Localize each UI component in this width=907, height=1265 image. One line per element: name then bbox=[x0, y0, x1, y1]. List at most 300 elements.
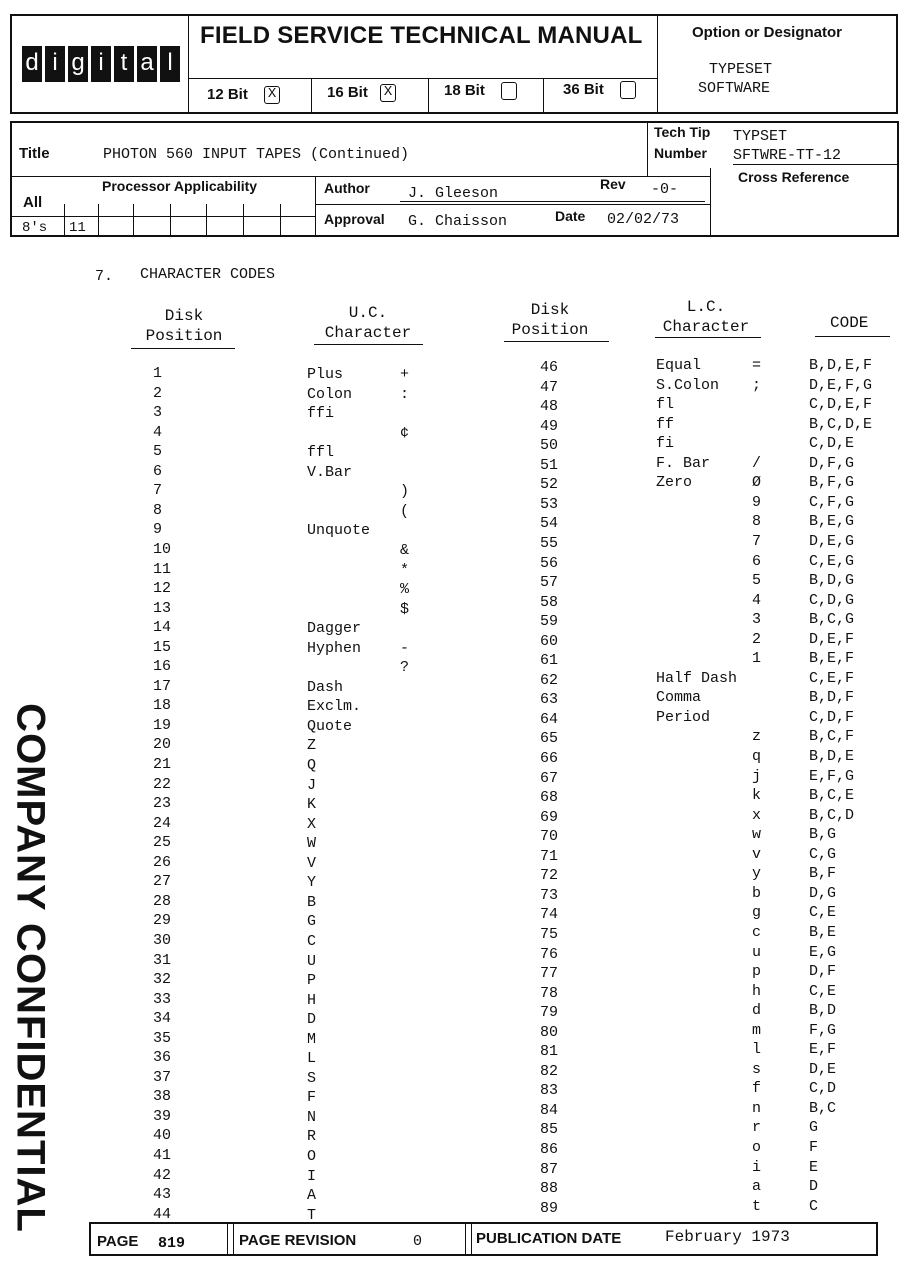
disk-position-cell: 7 bbox=[153, 482, 163, 500]
disk-position-cell: 13 bbox=[153, 599, 172, 617]
uc-character-name-cell: O bbox=[307, 1148, 317, 1165]
uc-character-symbol-cell: ¢ bbox=[400, 424, 410, 442]
col-code: CODE bbox=[830, 314, 869, 332]
lc-character-name-cell: Zero bbox=[656, 474, 693, 492]
uc-character-name-cell: Q bbox=[307, 757, 317, 774]
lc-character-name-cell: Period bbox=[656, 708, 711, 726]
uc-character-name-cell: T bbox=[307, 1206, 317, 1224]
disk-position-cell: 46 bbox=[540, 359, 559, 376]
uc-character-symbol-cell: ) bbox=[400, 483, 410, 501]
disk-position-cell: 68 bbox=[540, 789, 559, 807]
code-cell: B,F,G bbox=[809, 474, 855, 492]
disk-position-cell: 6 bbox=[153, 462, 163, 480]
code-cell: C,E,G bbox=[809, 552, 855, 570]
lc-character-symbol-cell: c bbox=[752, 923, 762, 941]
divider bbox=[98, 204, 99, 237]
disk-position-cell: 35 bbox=[153, 1029, 172, 1047]
disk-position-cell: 50 bbox=[540, 437, 559, 455]
uc-character-name-cell: ffi bbox=[307, 405, 335, 423]
code-cell: E,F,G bbox=[809, 767, 855, 785]
code-cell: C,F,G bbox=[809, 493, 855, 511]
disk-position-cell: 80 bbox=[540, 1023, 559, 1041]
uc-character-name-cell: C bbox=[307, 932, 317, 950]
code-cell: C,D,G bbox=[809, 591, 855, 609]
disk-position-cell: 20 bbox=[153, 736, 172, 754]
disk-position-cell: 31 bbox=[153, 951, 172, 969]
disk-position-cell: 36 bbox=[153, 1049, 172, 1067]
lc-character-symbol-cell: l bbox=[752, 1041, 762, 1059]
disk-position-cell: 79 bbox=[540, 1004, 559, 1022]
divider bbox=[647, 121, 648, 176]
code-cell: B,D,G bbox=[809, 572, 855, 590]
disk-position-cell: 42 bbox=[153, 1166, 172, 1184]
code-cell: F bbox=[809, 1139, 819, 1156]
divider bbox=[315, 176, 316, 237]
bit-label: 16 Bit bbox=[327, 84, 368, 101]
digital-logo bbox=[22, 46, 180, 82]
disk-position-cell: 66 bbox=[540, 750, 559, 767]
disk-position-cell: 61 bbox=[540, 652, 559, 670]
disk-position-cell: 59 bbox=[540, 613, 559, 631]
col-head-line: U.C. bbox=[348, 304, 388, 322]
disk-position-cell: 70 bbox=[540, 828, 559, 846]
lc-character-symbol-cell: 2 bbox=[752, 630, 762, 648]
divider bbox=[815, 336, 890, 337]
divider bbox=[188, 78, 657, 79]
option-value-1: TYPESET bbox=[709, 61, 773, 78]
lc-character-name-cell: fl bbox=[656, 396, 675, 414]
code-cell: D,E bbox=[809, 1060, 837, 1078]
uc-character-name-cell: A bbox=[307, 1187, 317, 1205]
divider bbox=[10, 216, 315, 217]
lc-character-symbol-cell: v bbox=[752, 845, 762, 863]
disk-position-cell: 30 bbox=[153, 931, 172, 949]
disk-position-cell: 28 bbox=[153, 892, 172, 910]
disk-position-cell: 21 bbox=[153, 756, 172, 773]
tech-tip-label-2: Number bbox=[654, 145, 707, 161]
tech-tip-value-2: SFTWRE-TT-12 bbox=[733, 147, 842, 164]
disk-position-cell: 85 bbox=[540, 1121, 559, 1139]
disk-position-cell: 27 bbox=[153, 873, 172, 891]
logo-letter: g bbox=[68, 46, 88, 82]
uc-character-name-cell: H bbox=[307, 991, 317, 1009]
code-cell: B,C,D,E bbox=[809, 415, 873, 433]
divider bbox=[170, 204, 171, 237]
code-cell: B,E,G bbox=[809, 513, 855, 531]
code-cell: C,D,F bbox=[809, 708, 855, 726]
option-label: Option or Designator bbox=[692, 24, 842, 41]
uc-character-symbol-cell: % bbox=[400, 581, 410, 599]
tech-tip-value-1: TYPSET bbox=[733, 128, 788, 145]
code-cell: B,D,F bbox=[809, 689, 855, 707]
code-cell: C,D bbox=[809, 1080, 837, 1098]
code-cell: C,D,E bbox=[809, 435, 855, 453]
uc-character-symbol-cell: - bbox=[400, 639, 410, 657]
disk-position-cell: 83 bbox=[540, 1082, 559, 1100]
uc-character-name-cell: D bbox=[307, 1011, 317, 1029]
uc-character-name-cell: Colon bbox=[307, 385, 353, 403]
disk-position-cell: 26 bbox=[153, 853, 172, 871]
disk-position-cell: 40 bbox=[153, 1127, 172, 1145]
lc-character-name-cell: F. Bar bbox=[656, 454, 711, 472]
lc-character-symbol-cell: o bbox=[752, 1139, 762, 1156]
col-lc-character bbox=[652, 297, 760, 337]
disk-position-cell: 77 bbox=[540, 965, 559, 983]
disk-position-cell: 12 bbox=[153, 580, 172, 598]
uc-character-symbol-cell: & bbox=[400, 541, 410, 559]
col-head-line: Character bbox=[324, 324, 412, 342]
divider bbox=[504, 341, 609, 342]
uc-character-name-cell: Dash bbox=[307, 678, 344, 696]
lc-character-symbol-cell: h bbox=[752, 982, 762, 1000]
lc-character-symbol-cell: 5 bbox=[752, 572, 762, 590]
disk-position-cell: 58 bbox=[540, 593, 559, 611]
title-label: Title bbox=[19, 145, 50, 162]
disk-position-cell: 88 bbox=[540, 1180, 559, 1198]
divider bbox=[428, 78, 429, 114]
col-disk-position-1 bbox=[132, 306, 236, 346]
disk-position-cell: 33 bbox=[153, 990, 172, 1008]
col-disk-position-2 bbox=[500, 300, 600, 340]
code-cell: C bbox=[809, 1197, 819, 1215]
lc-character-symbol-cell: 4 bbox=[752, 591, 762, 609]
disk-position-cell: 78 bbox=[540, 984, 559, 1002]
lc-character-symbol-cell: r bbox=[752, 1119, 762, 1137]
lc-character-symbol-cell: y bbox=[752, 865, 762, 883]
lc-character-symbol-cell: q bbox=[752, 748, 762, 765]
logo-letter: t bbox=[114, 46, 134, 82]
divider bbox=[710, 168, 711, 237]
code-cell: D,G bbox=[809, 884, 837, 902]
uc-character-symbol-cell: * bbox=[400, 561, 410, 579]
divider bbox=[227, 1222, 228, 1256]
disk-position-cell: 4 bbox=[153, 423, 163, 441]
code-cell: D,F bbox=[809, 963, 837, 981]
code-cell: C,E bbox=[809, 982, 837, 1000]
lc-character-symbol-cell: m bbox=[752, 1021, 762, 1039]
divider bbox=[400, 201, 705, 202]
disk-position-cell: 69 bbox=[540, 808, 559, 826]
bit-option-16 bbox=[327, 84, 396, 102]
uc-character-symbol-cell: ( bbox=[400, 502, 410, 520]
code-cell: D,E,F bbox=[809, 630, 855, 648]
disk-position-cell: 15 bbox=[153, 638, 172, 656]
code-cell: D bbox=[809, 1178, 819, 1196]
all-value: 8's bbox=[22, 220, 48, 236]
disk-position-cell: 43 bbox=[153, 1186, 172, 1204]
uc-character-symbol-cell: : bbox=[400, 385, 410, 403]
lc-character-symbol-cell: k bbox=[752, 787, 762, 805]
disk-position-cell: 71 bbox=[540, 847, 559, 865]
divider bbox=[543, 78, 544, 114]
uc-character-name-cell: V.Bar bbox=[307, 463, 353, 481]
uc-character-name-cell: V bbox=[307, 854, 317, 872]
disk-position-cell: 19 bbox=[153, 716, 172, 734]
code-cell: E,G bbox=[809, 943, 837, 961]
logo-letter: l bbox=[160, 46, 180, 82]
uc-character-name-cell: S bbox=[307, 1069, 317, 1087]
divider bbox=[314, 344, 423, 345]
disk-position-cell: 34 bbox=[153, 1010, 172, 1028]
lc-character-symbol-cell: Ø bbox=[752, 474, 762, 492]
disk-position-cell: 1 bbox=[153, 365, 163, 382]
disk-position-cell: 75 bbox=[540, 925, 559, 943]
lc-character-symbol-cell: g bbox=[752, 904, 762, 922]
bit-label: 36 Bit bbox=[563, 81, 604, 98]
lc-character-name-cell: fi bbox=[656, 435, 675, 453]
disk-position-cell: 56 bbox=[540, 554, 559, 572]
code-cell: B,C,E bbox=[809, 787, 855, 805]
lc-character-symbol-cell: 1 bbox=[752, 650, 762, 668]
confidential-stamp: COMPANY CONFIDENTIAL bbox=[8, 703, 53, 1233]
uc-character-name-cell: L bbox=[307, 1050, 317, 1068]
checkbox-16-bit[interactable]: X bbox=[380, 84, 396, 102]
divider bbox=[206, 204, 207, 237]
tech-tip-label-1: Tech Tip bbox=[654, 124, 711, 140]
code-cell: D,F,G bbox=[809, 454, 855, 472]
disk-position-cell: 63 bbox=[540, 691, 559, 709]
lc-character-symbol-cell: p bbox=[752, 963, 762, 981]
divider bbox=[233, 1222, 234, 1256]
uc-character-name-cell: I bbox=[307, 1167, 317, 1185]
author-label: Author bbox=[324, 180, 370, 196]
bit-option-12 bbox=[207, 86, 280, 104]
uc-character-name-cell: Hyphen bbox=[307, 639, 362, 657]
bit-option-36 bbox=[563, 81, 636, 99]
code-cell: C,D,E,F bbox=[809, 396, 873, 414]
uc-character-name-cell: J bbox=[307, 776, 317, 794]
disk-position-cell: 62 bbox=[540, 671, 559, 689]
disk-position-cell: 73 bbox=[540, 886, 559, 904]
lc-character-symbol-cell: 8 bbox=[752, 513, 762, 531]
disk-position-cell: 2 bbox=[153, 384, 163, 402]
footer-publication-label: PUBLICATION DATE bbox=[476, 1230, 622, 1247]
disk-position-cell: 5 bbox=[153, 443, 163, 461]
disk-position-cell: 64 bbox=[540, 710, 559, 728]
code-cell: B,C bbox=[809, 1099, 837, 1117]
author-value: J. Gleeson bbox=[408, 185, 499, 202]
disk-position-cell: 49 bbox=[540, 417, 559, 435]
uc-character-name-cell: K bbox=[307, 796, 317, 814]
uc-character-name-cell: R bbox=[307, 1128, 317, 1146]
divider bbox=[64, 204, 65, 237]
disk-position-cell: 14 bbox=[153, 619, 172, 637]
code-cell: B,D bbox=[809, 1002, 837, 1020]
disk-position-cell: 47 bbox=[540, 378, 559, 396]
rev-value: -0- bbox=[651, 181, 679, 198]
code-cell: E,F bbox=[809, 1041, 837, 1059]
disk-position-cell: 74 bbox=[540, 906, 559, 924]
uc-character-name-cell: N bbox=[307, 1108, 317, 1126]
processor-label: Processor Applicability bbox=[102, 178, 258, 194]
disk-position-cell: 39 bbox=[153, 1107, 172, 1125]
disk-position-cell: 67 bbox=[540, 769, 559, 787]
lc-character-symbol-cell: a bbox=[752, 1178, 762, 1196]
section-number: 7. bbox=[95, 268, 114, 285]
divider bbox=[733, 164, 899, 165]
disk-position-cell: 22 bbox=[153, 775, 172, 793]
disk-position-cell: 16 bbox=[153, 658, 172, 676]
disk-position-cell: 48 bbox=[540, 398, 559, 416]
disk-position-cell: 37 bbox=[153, 1068, 172, 1086]
option-value-2: SOFTWARE bbox=[698, 80, 771, 97]
code-cell: B,C,D bbox=[809, 806, 855, 824]
divider bbox=[465, 1222, 466, 1256]
disk-position-cell: 55 bbox=[540, 534, 559, 552]
bit-option-18 bbox=[444, 82, 517, 100]
lc-character-name-cell: ff bbox=[656, 415, 675, 433]
disk-position-cell: 8 bbox=[153, 501, 163, 519]
uc-character-name-cell: X bbox=[307, 815, 317, 833]
lc-character-symbol-cell: z bbox=[752, 728, 762, 746]
disk-position-cell: 54 bbox=[540, 515, 559, 533]
divider bbox=[311, 78, 312, 114]
code-cell: D,E,G bbox=[809, 532, 855, 550]
col-head-line: Position bbox=[145, 327, 223, 345]
disk-position-cell: 3 bbox=[153, 404, 163, 422]
uc-character-symbol-cell: ? bbox=[400, 659, 410, 677]
disk-position-cell: 9 bbox=[153, 521, 163, 539]
disk-position-cell: 17 bbox=[153, 677, 172, 695]
lc-character-name-cell: S.Colon bbox=[656, 376, 720, 394]
section-title: CHARACTER CODES bbox=[140, 266, 276, 283]
processor-value: 11 bbox=[69, 220, 86, 236]
footer-revision-label: PAGE REVISION bbox=[239, 1232, 357, 1249]
disk-position-cell: 65 bbox=[540, 730, 559, 748]
rev-label: Rev bbox=[600, 176, 626, 192]
disk-position-cell: 23 bbox=[153, 795, 172, 813]
uc-character-name-cell: W bbox=[307, 835, 317, 853]
footer-page-label: PAGE bbox=[97, 1233, 139, 1250]
code-cell: B,D,E bbox=[809, 748, 855, 765]
lc-character-symbol-cell: / bbox=[752, 454, 762, 472]
uc-character-name-cell: Z bbox=[307, 737, 317, 755]
code-cell: E bbox=[809, 1158, 819, 1176]
lc-character-symbol-cell: f bbox=[752, 1080, 762, 1098]
uc-character-name-cell: Unquote bbox=[307, 522, 371, 540]
uc-character-name-cell: Quote bbox=[307, 717, 353, 735]
col-head-line: L.C. bbox=[686, 298, 726, 316]
disk-position-cell: 86 bbox=[540, 1141, 559, 1158]
col-head-line: Character bbox=[662, 318, 750, 336]
code-cell: C,E bbox=[809, 904, 837, 922]
disk-position-cell: 87 bbox=[540, 1160, 559, 1178]
code-cell: B,C,F bbox=[809, 728, 855, 746]
code-cell: B,G bbox=[809, 826, 837, 844]
lc-character-name-cell: Equal bbox=[656, 357, 702, 374]
manual-title: FIELD SERVICE TECHNICAL MANUAL bbox=[200, 22, 643, 49]
uc-character-name-cell: B bbox=[307, 893, 317, 911]
lc-character-symbol-cell: t bbox=[752, 1197, 762, 1215]
title-value: PHOTON 560 INPUT TAPES (Continued) bbox=[103, 146, 410, 163]
lc-character-symbol-cell: n bbox=[752, 1099, 762, 1117]
lc-character-symbol-cell: 6 bbox=[752, 552, 762, 570]
disk-position-cell: 51 bbox=[540, 456, 559, 474]
code-cell: C,E,F bbox=[809, 669, 855, 687]
col-uc-character bbox=[314, 303, 422, 343]
lc-character-name-cell: Comma bbox=[656, 689, 702, 707]
uc-character-name-cell: G bbox=[307, 913, 317, 931]
code-cell: B,F bbox=[809, 865, 837, 883]
disk-position-cell: 44 bbox=[153, 1205, 172, 1223]
footer-page-value: 819 bbox=[158, 1235, 186, 1252]
code-cell: B,D,E,F bbox=[809, 357, 873, 374]
approval-label: Approval bbox=[324, 211, 385, 227]
logo-letter: i bbox=[45, 46, 65, 82]
uc-character-name-cell: M bbox=[307, 1030, 317, 1048]
lc-character-symbol-cell: b bbox=[752, 884, 762, 902]
divider bbox=[655, 337, 761, 338]
uc-character-name-cell: U bbox=[307, 952, 317, 970]
disk-position-cell: 76 bbox=[540, 945, 559, 963]
col-head-line: Disk bbox=[530, 301, 570, 319]
cross-reference-label: Cross Reference bbox=[738, 169, 850, 185]
code-cell: C,G bbox=[809, 845, 837, 863]
disk-position-cell: 60 bbox=[540, 632, 559, 650]
divider bbox=[133, 204, 134, 237]
lc-character-symbol-cell: x bbox=[752, 806, 762, 824]
code-cell: B,E bbox=[809, 923, 837, 941]
disk-position-cell: 81 bbox=[540, 1043, 559, 1061]
disk-position-cell: 52 bbox=[540, 476, 559, 494]
uc-character-name-cell: Dagger bbox=[307, 620, 362, 638]
lc-character-symbol-cell: 7 bbox=[752, 532, 762, 550]
uc-character-name-cell: Plus bbox=[307, 366, 344, 383]
code-cell: F,G bbox=[809, 1021, 837, 1039]
disk-position-cell: 18 bbox=[153, 697, 172, 715]
divider bbox=[657, 14, 658, 114]
uc-character-symbol-cell: $ bbox=[400, 600, 410, 618]
footer-revision-value: 0 bbox=[413, 1233, 423, 1250]
logo-letter: i bbox=[91, 46, 111, 82]
disk-position-cell: 10 bbox=[153, 540, 172, 558]
footer-publication-value: February 1973 bbox=[665, 1228, 790, 1246]
col-head-line: Position bbox=[511, 321, 589, 339]
disk-position-cell: 38 bbox=[153, 1088, 172, 1106]
disk-position-cell: 25 bbox=[153, 834, 172, 852]
code-cell: B,C,G bbox=[809, 611, 855, 629]
checkbox-36-bit[interactable] bbox=[620, 81, 636, 99]
lc-character-symbol-cell: i bbox=[752, 1158, 762, 1176]
uc-character-name-cell: ffl bbox=[307, 444, 335, 462]
disk-position-cell: 41 bbox=[153, 1147, 172, 1164]
checkbox-12-bit[interactable]: X bbox=[264, 86, 280, 104]
checkbox-18-bit[interactable] bbox=[501, 82, 517, 100]
disk-position-cell: 53 bbox=[540, 495, 559, 513]
uc-character-name-cell: P bbox=[307, 972, 317, 990]
divider bbox=[280, 204, 281, 237]
uc-character-symbol-cell: + bbox=[400, 366, 410, 383]
lc-character-symbol-cell: j bbox=[752, 767, 762, 785]
code-cell: B,E,F bbox=[809, 650, 855, 668]
lc-character-symbol-cell: d bbox=[752, 1002, 762, 1020]
lc-character-symbol-cell: ; bbox=[752, 376, 762, 394]
logo-letter: a bbox=[137, 46, 157, 82]
lc-character-name-cell: Half Dash bbox=[656, 669, 738, 687]
lc-character-symbol-cell: s bbox=[752, 1060, 762, 1078]
uc-character-name-cell: Exclm. bbox=[307, 698, 362, 716]
logo-letter: d bbox=[22, 46, 42, 82]
code-cell: D,E,F,G bbox=[809, 376, 873, 394]
disk-position-cell: 32 bbox=[153, 971, 172, 989]
lc-character-symbol-cell: u bbox=[752, 943, 762, 961]
disk-position-cell: 84 bbox=[540, 1101, 559, 1119]
disk-position-cell: 57 bbox=[540, 574, 559, 592]
bit-label: 12 Bit bbox=[207, 86, 248, 103]
uc-character-name-cell: Y bbox=[307, 874, 317, 892]
disk-position-cell: 24 bbox=[153, 814, 172, 832]
lc-character-symbol-cell: 9 bbox=[752, 493, 762, 511]
